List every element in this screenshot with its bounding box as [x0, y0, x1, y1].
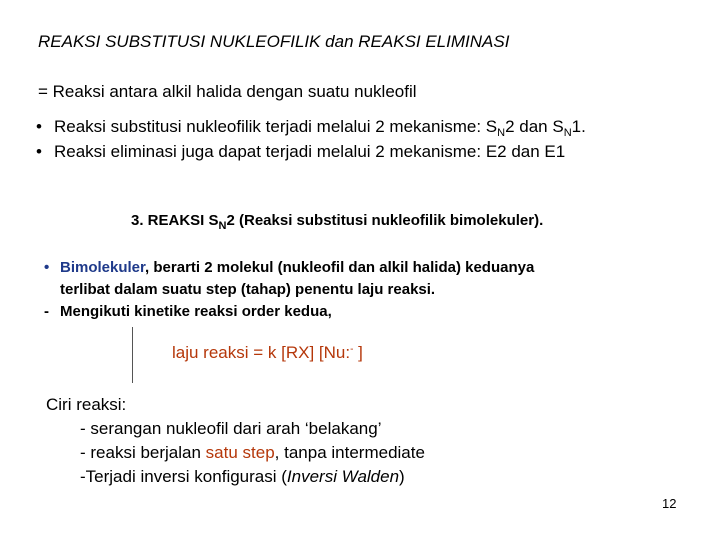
point-marker: -	[44, 303, 49, 320]
bullet-substitution	[36, 114, 586, 139]
slide-title: REAKSI SUBSTITUSI NUKLEOFILIK dan REAKSI ELIMINASI	[38, 32, 510, 51]
rate-law-formula: laju reaksi = k [RX] [Nu:- ]	[172, 343, 363, 362]
ciri-item-attack: - serangan nukleofil dari arah ‘belakang’	[80, 419, 382, 438]
bullet-marker: •	[36, 142, 42, 161]
mechanism-bullet-list	[36, 114, 586, 164]
term-bimolekuler: Bimolekuler	[60, 259, 146, 276]
point-kinetika	[44, 301, 534, 323]
point-marker: •	[44, 259, 50, 276]
inversi-walden-italic: Inversi Walden	[286, 467, 400, 486]
bullet-text: Reaksi eliminasi juga dapat terjadi melalui 2 mekanisme: E2 dan E1	[54, 142, 566, 161]
definition-line: = Reaksi antara alkil halida dengan suatu nukleofil	[38, 82, 417, 101]
highlight-satu-step: satu step	[205, 443, 275, 462]
ciri-heading: Ciri reaksi:	[46, 395, 127, 414]
page-number: 12	[662, 496, 677, 511]
point-text: Mengikuti kinetike reaksi order kedua,	[60, 303, 332, 320]
section-heading: 3. REAKSI $S_N2$ (Reaksi substitusi nukleofilik bimolekuler).	[131, 212, 544, 232]
bullet-marker: •	[36, 117, 42, 136]
ciri-item-one-step: - reaksi berjalan satu step, tanpa intermediate	[80, 443, 425, 462]
reaction-characteristics	[46, 393, 425, 489]
bullet-elimination	[36, 139, 586, 164]
bullet-text: Reaksi substitusi nukleofilik terjadi melalui 2 mekanisme: $S_N2$ dan $S_N1$.	[54, 117, 586, 139]
point-text: Bimolekuler, berarti 2 molekul (nukleofil dan alkil halida) keduanya terlibat dalam suatu step (tahap) penentu laju reaksi.	[60, 259, 535, 298]
sn2-points	[44, 257, 534, 323]
point-bimolekuler	[44, 257, 534, 301]
formula-box-left-border	[132, 327, 133, 383]
ciri-item-inversion: -Terjadi inversi konfigurasi (Inversi Walden)	[80, 467, 405, 486]
